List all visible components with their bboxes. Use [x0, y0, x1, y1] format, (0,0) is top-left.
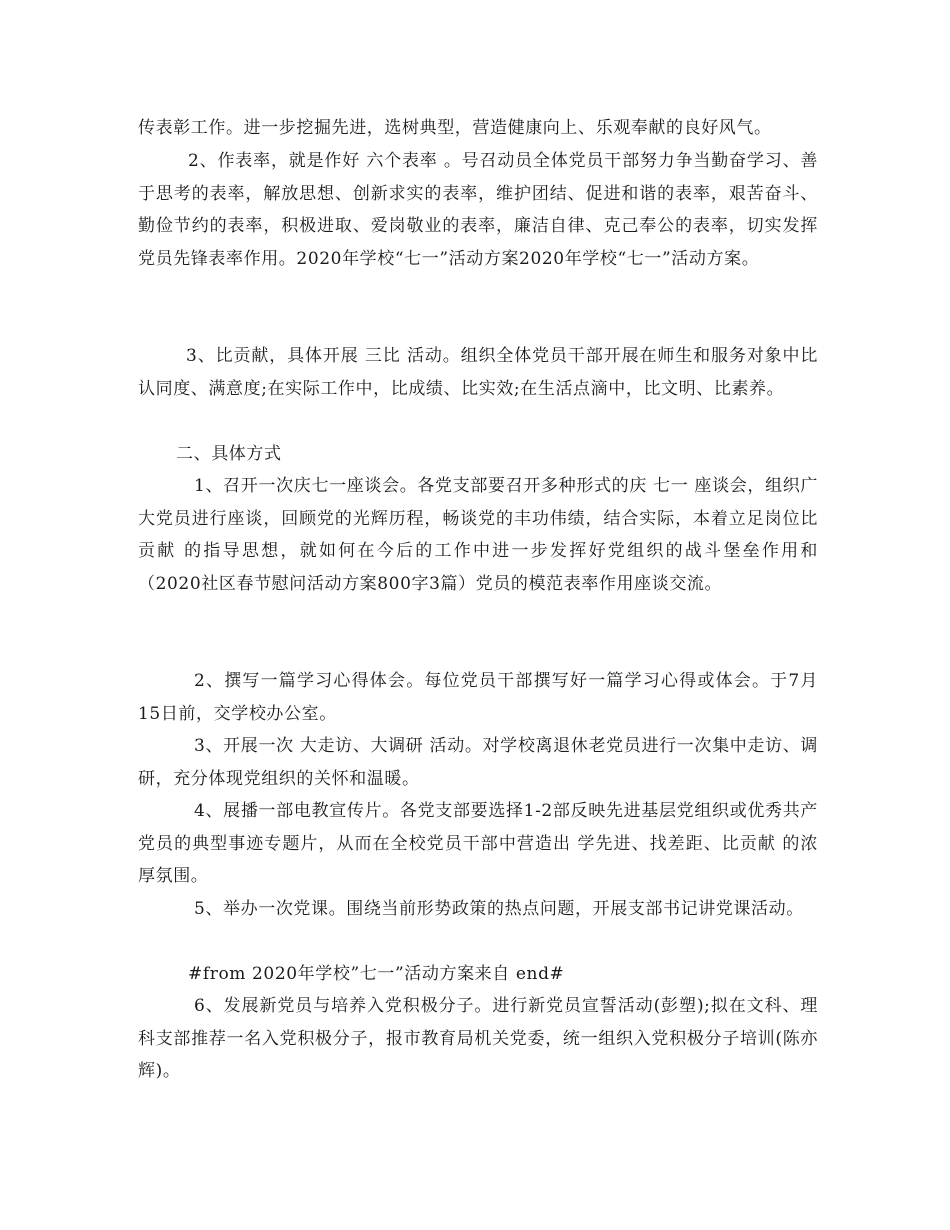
- paragraph-continuation: 传表彰工作。进一步挖掘先进，选树典型，营造健康向上、乐观奉献的良好风气。: [138, 118, 772, 138]
- section-heading-specific-methods: 二、具体方式: [176, 444, 282, 464]
- paragraph-set-example: 2、作表率，就是作好 六个表率 。号召动员全体党员干部努力争当勤奋学习、善于思考的表率，解放思想、创新求实的表率，维护团结、促进和谐的表率，艰苦奋斗、勤俭节约的表率，积极进取、爱岗敬业的表率，廉洁自律、克己奉公的表率，切实发挥党员先锋表率作用。2020年学校“七一”活动方案2020年学校“七一”活动方案。: [138, 151, 818, 269]
- source-marker-line: #from 2020年学校”七一”活动方案来自 end#: [188, 964, 565, 984]
- paragraph-party-lecture: 5、举办一次党课。围绕当前形势政策的热点问题，开展支部书记讲党课活动。: [194, 899, 804, 919]
- paragraph-symposium: 1、召开一次庆七一座谈会。各党支部要召开多种形式的庆 七一 座谈会，组织广大党员进行座谈，回顾党的光辉历程，畅谈党的丰功伟绩，结合实际，本着立足岗位比贡献 的指导思想，就如何在今后的工作中进一步发挥好党组织的战斗堡垒作用和（2020社区春节慰问活动方案800字3篇）党员的模范表率作用座谈交流。: [138, 476, 818, 594]
- paragraph-new-members: 6、发展新党员与培养入党积极分子。进行新党员宣誓活动(彭塑);拟在文科、理科支部推荐一名入党积极分子，报市教育局机关党委，统一组织入党积极分子培训(陈亦辉)。: [138, 996, 818, 1081]
- paragraph-education-film: 4、展播一部电教宣传片。各党支部要选择1-2部反映先进基层党组织或优秀共产党员的典型事迹专题片，从而在全校党员干部中营造出 学先进、找差距、比贡献 的浓厚氛围。: [138, 801, 818, 886]
- paragraph-visit-research: 3、开展一次 大走访、大调研 活动。对学校离退休老党员进行一次集中走访、调研，充分体现党组织的关怀和温暖。: [138, 736, 818, 789]
- paragraph-study-notes: 2、撰写一篇学习心得体会。每位党员干部撰写好一篇学习心得或体会。于7月15日前，交学校办公室。: [138, 671, 818, 724]
- paragraph-compare-contribution: 3、比贡献，具体开展 三比 活动。组织全体党员干部开展在师生和服务对象中比认同度、满意度;在实际工作中，比成绩、比实效;在生活点滴中，比文明、比素养。: [138, 346, 818, 399]
